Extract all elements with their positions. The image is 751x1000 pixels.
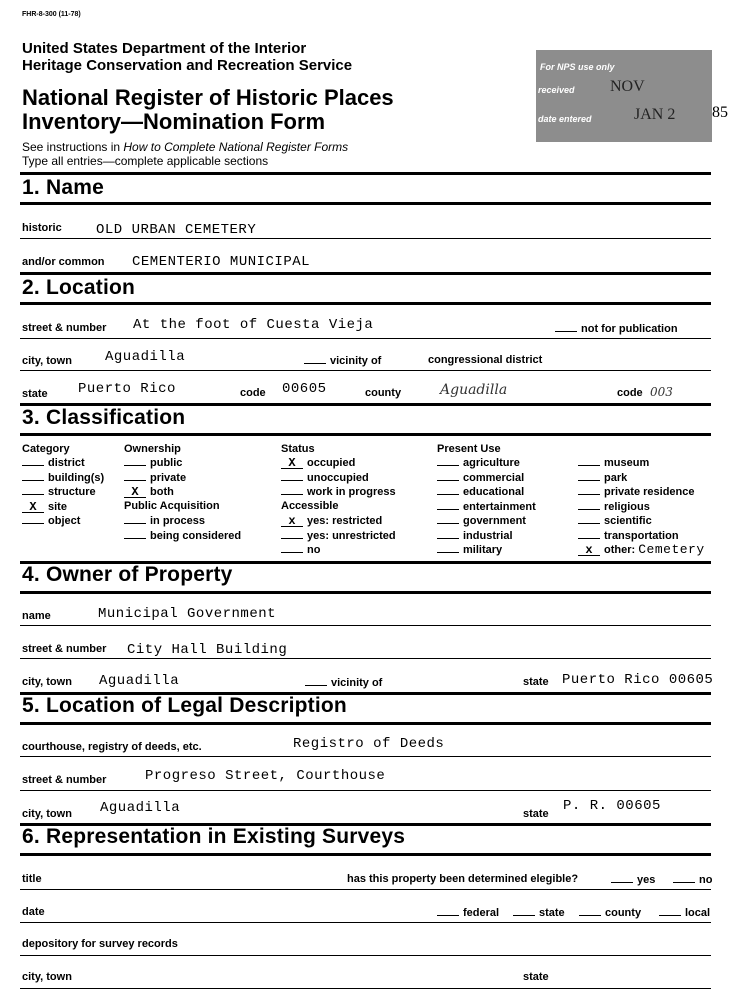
historic-field[interactable]: OLD URBAN CEMETERY xyxy=(96,222,257,238)
use-park[interactable] xyxy=(578,471,705,486)
checkbox-blank: X xyxy=(124,488,146,498)
use-transportation[interactable] xyxy=(578,529,705,544)
rule xyxy=(20,370,711,371)
courthouse-label: courthouse, registry of deeds, etc. xyxy=(22,741,202,753)
option-label: in process xyxy=(150,515,206,527)
option-label: private xyxy=(150,471,187,484)
ownership-list xyxy=(124,456,186,500)
county-field[interactable]: Aguadilla xyxy=(440,382,508,398)
checkbox-blank: x xyxy=(281,517,303,527)
use-commercial[interactable] xyxy=(437,471,536,486)
checkbox-blank: X xyxy=(22,503,44,513)
option-label: religious xyxy=(604,500,650,513)
instructions-line-2: Type all entries—complete applicable sections xyxy=(22,154,269,168)
owner-street-label: street & number xyxy=(22,643,107,655)
status-occupied[interactable] xyxy=(281,456,396,471)
category-heading: Category xyxy=(22,443,70,455)
legal-city-label: city, town xyxy=(22,808,72,820)
blank-line xyxy=(437,906,459,916)
congressional-district-label: congressional district xyxy=(428,354,543,366)
ownership-heading: Ownership xyxy=(124,443,181,455)
blank-line xyxy=(673,873,695,883)
checkbox-blank xyxy=(281,485,303,495)
state-field[interactable]: Puerto Rico xyxy=(78,381,176,397)
rule xyxy=(20,988,711,989)
use-government[interactable] xyxy=(437,514,536,529)
blank-line xyxy=(513,906,535,916)
stamp-entered-label: date entered xyxy=(538,114,592,124)
option-label: unoccupied xyxy=(307,471,369,484)
use-other[interactable] xyxy=(578,543,705,558)
instructions-line-1 xyxy=(22,140,348,154)
survey-state-label: state xyxy=(523,971,549,983)
checkbox-blank xyxy=(437,514,459,524)
option-label: agriculture xyxy=(463,457,520,469)
eligible-yes-option[interactable] xyxy=(611,873,655,886)
checkbox-blank xyxy=(578,529,600,539)
rule xyxy=(20,790,711,791)
option-label: district xyxy=(48,457,85,469)
rule xyxy=(20,272,711,275)
rule xyxy=(20,658,711,659)
use-agriculture[interactable] xyxy=(437,456,536,471)
present-use-list-1 xyxy=(437,456,536,558)
rule xyxy=(20,202,711,205)
survey-city-label: city, town xyxy=(22,971,72,983)
owner-state-label: state xyxy=(523,676,549,688)
checkbox-blank xyxy=(281,529,303,539)
nps-use-stamp xyxy=(536,50,712,142)
option-label: local xyxy=(685,907,711,919)
checkbox-blank xyxy=(578,485,600,495)
acquisition-being-considered[interactable] xyxy=(124,529,241,544)
county-code-label: code xyxy=(617,387,643,399)
use-museum[interactable] xyxy=(578,456,705,471)
survey-title-label: title xyxy=(22,873,42,885)
blank-line xyxy=(611,873,633,883)
survey-date-label: date xyxy=(22,906,45,918)
option-label: other: xyxy=(604,544,636,556)
county-code-field[interactable]: 003 xyxy=(650,385,673,399)
accessible-no[interactable] xyxy=(281,543,396,558)
category-buildings[interactable] xyxy=(22,471,104,486)
checkbox-blank xyxy=(22,514,44,524)
checkbox-blank xyxy=(578,500,600,510)
use-religious[interactable] xyxy=(578,500,705,515)
county-label: county xyxy=(365,387,402,399)
form-id: FHR-8-300 (11-78) xyxy=(22,11,81,18)
blank-line xyxy=(305,676,327,686)
accessible-heading: Accessible xyxy=(281,500,339,512)
checkbox-blank xyxy=(578,456,600,466)
rule xyxy=(20,756,711,757)
option-label: both xyxy=(150,486,174,498)
rule xyxy=(20,722,711,725)
blank-line xyxy=(304,354,326,364)
checkbox-blank xyxy=(124,471,146,481)
checkbox-blank xyxy=(124,514,146,524)
legal-street-label: street & number xyxy=(22,774,107,786)
option-label: military xyxy=(463,544,503,556)
stamp-entered-year: 85 xyxy=(712,104,728,121)
not-for-publication-option[interactable] xyxy=(555,322,678,335)
stamp-received-value: NOV xyxy=(610,78,645,95)
ownership-both[interactable] xyxy=(124,485,186,500)
other-use-field[interactable]: Cemetery xyxy=(638,542,705,557)
instructions-italic: How to Complete National Register Forms xyxy=(123,140,349,154)
status-work-in-progress[interactable] xyxy=(281,485,396,500)
rule xyxy=(20,433,711,436)
rule xyxy=(20,922,711,923)
checkbox-blank xyxy=(22,456,44,466)
checkbox-blank: x xyxy=(578,546,600,556)
checkbox-blank xyxy=(124,456,146,466)
rule xyxy=(20,955,711,956)
checkbox-blank xyxy=(281,543,303,553)
owner-vicinity-option[interactable] xyxy=(305,676,382,689)
option-label: state xyxy=(539,907,565,919)
checkbox-blank xyxy=(437,471,459,481)
section-5-heading: 5. Location of Legal Description xyxy=(22,694,347,717)
option-label: industrial xyxy=(463,529,513,542)
street-label: street & number xyxy=(22,322,107,334)
checkbox-blank xyxy=(437,485,459,495)
county-option[interactable] xyxy=(579,906,641,919)
owner-name-label: name xyxy=(22,610,51,622)
stamp-use-label: For NPS use only xyxy=(540,62,615,72)
legal-city-field[interactable]: Aguadilla xyxy=(100,800,181,816)
instructions-prefix: See instructions in xyxy=(22,140,124,154)
owner-name-field[interactable]: Municipal Government xyxy=(98,606,277,622)
courthouse-field[interactable]: Registro of Deeds xyxy=(293,736,445,752)
checkbox-blank xyxy=(437,543,459,553)
blank-line xyxy=(659,906,681,916)
rule xyxy=(20,889,711,890)
option-label: structure xyxy=(48,486,96,498)
option-label: transportation xyxy=(604,529,679,542)
present-use-list-2 xyxy=(578,456,705,558)
form-title-line-2: Inventory—Nomination Form xyxy=(22,109,326,134)
category-list xyxy=(22,456,104,529)
acquisition-list xyxy=(124,514,241,543)
accessible-unrestricted[interactable] xyxy=(281,529,396,544)
legal-state-field[interactable]: P. R. 00605 xyxy=(563,798,661,814)
rule xyxy=(20,591,711,594)
use-educational[interactable] xyxy=(437,485,536,500)
option-label: public xyxy=(150,457,183,469)
ownership-private[interactable] xyxy=(124,471,186,486)
option-label: park xyxy=(604,471,628,484)
option-label: building(s) xyxy=(48,471,105,484)
rule xyxy=(20,172,711,175)
checkbox-blank xyxy=(437,529,459,539)
use-industrial[interactable] xyxy=(437,529,536,544)
owner-city-field[interactable]: Aguadilla xyxy=(99,673,180,689)
rule xyxy=(20,853,711,856)
agency-line-2: Heritage Conservation and Recreation Service xyxy=(22,57,353,74)
blank-line xyxy=(579,906,601,916)
option-label: commercial xyxy=(463,471,525,484)
legal-street-field[interactable]: Progreso Street, Courthouse xyxy=(145,768,386,784)
checkbox-blank: X xyxy=(281,459,303,469)
acquisition-in-process[interactable] xyxy=(124,514,241,529)
use-scientific[interactable] xyxy=(578,514,705,529)
section-6-heading: 6. Representation in Existing Surveys xyxy=(22,825,406,848)
code-field[interactable]: 00605 xyxy=(282,381,327,397)
state-option[interactable] xyxy=(513,906,565,919)
option-label: educational xyxy=(463,486,525,498)
option-label: yes xyxy=(637,874,656,886)
owner-city-label: city, town xyxy=(22,676,72,688)
owner-street-field[interactable]: City Hall Building xyxy=(127,642,288,658)
checkbox-blank xyxy=(281,471,303,481)
use-private-residence[interactable] xyxy=(578,485,705,500)
vicinity-option[interactable] xyxy=(304,354,381,367)
form-title-line-1: National Register of Historic Places xyxy=(22,85,394,110)
checkbox-blank xyxy=(437,456,459,466)
public-acquisition-heading: Public Acquisition xyxy=(124,500,220,512)
rule xyxy=(20,338,711,339)
local-option[interactable] xyxy=(659,906,710,919)
depository-label: depository for survey records xyxy=(22,938,178,950)
checkbox-blank xyxy=(124,529,146,539)
option-label: no xyxy=(307,544,321,556)
state-label: state xyxy=(22,388,48,400)
option-label: site xyxy=(48,500,67,513)
category-object[interactable] xyxy=(22,514,104,529)
rule xyxy=(20,302,711,305)
common-name-field[interactable]: CEMENTERIO MUNICIPAL xyxy=(132,254,311,270)
eligible-no-option[interactable] xyxy=(673,873,712,886)
stamp-entered-value: JAN 2 xyxy=(634,106,676,123)
category-site[interactable] xyxy=(22,500,104,515)
present-use-heading: Present Use xyxy=(437,443,501,455)
accessible-restricted[interactable] xyxy=(281,514,396,529)
option-label: museum xyxy=(604,457,650,469)
option-label: government xyxy=(463,515,526,527)
use-entertainment[interactable] xyxy=(437,500,536,515)
checkbox-blank xyxy=(22,485,44,495)
accessible-list xyxy=(281,514,396,558)
checkbox-blank xyxy=(22,471,44,481)
historic-label: historic xyxy=(22,222,62,234)
section-3-heading: 3. Classification xyxy=(22,406,186,429)
checkbox-blank xyxy=(437,500,459,510)
option-label: occupied xyxy=(307,457,356,469)
code-label: code xyxy=(240,387,266,399)
stamp-received-label: received xyxy=(538,85,575,95)
section-4-heading: 4. Owner of Property xyxy=(22,563,233,586)
eligible-label: has this property been determined elegible? xyxy=(347,873,579,885)
agency-line-1: United States Department of the Interior xyxy=(22,40,307,57)
option-label: no xyxy=(699,874,713,886)
street-field[interactable]: At the foot of Cuesta Vieja xyxy=(133,317,374,333)
option-label: work in progress xyxy=(307,486,396,498)
vicinity-label: vicinity of xyxy=(330,355,382,367)
option-label: scientific xyxy=(604,515,652,527)
blank-line xyxy=(555,322,577,332)
city-field[interactable]: Aguadilla xyxy=(105,349,186,365)
section-2-heading: 2. Location xyxy=(22,276,136,299)
option-label: being considered xyxy=(150,529,242,542)
federal-option[interactable] xyxy=(437,906,499,919)
option-label: federal xyxy=(463,907,500,919)
category-district[interactable] xyxy=(22,456,104,471)
section-1-heading: 1. Name xyxy=(22,176,104,199)
ownership-public[interactable] xyxy=(124,456,186,471)
use-military[interactable] xyxy=(437,543,536,558)
rule xyxy=(20,238,711,239)
option-label: private residence xyxy=(604,486,695,498)
city-label: city, town xyxy=(22,355,72,367)
owner-state-field[interactable]: Puerto Rico 00605 xyxy=(562,672,714,688)
status-unoccupied[interactable] xyxy=(281,471,396,486)
not-for-publication-label: not for publication xyxy=(581,323,678,335)
option-label: object xyxy=(48,515,81,527)
status-heading: Status xyxy=(281,443,315,455)
option-label: yes: restricted xyxy=(307,515,383,527)
vicinity-label: vicinity of xyxy=(331,677,383,689)
common-name-label: and/or common xyxy=(22,256,105,268)
status-list xyxy=(281,456,396,500)
rule xyxy=(20,625,711,626)
checkbox-blank xyxy=(578,471,600,481)
category-structure[interactable] xyxy=(22,485,104,500)
option-label: yes: unrestricted xyxy=(307,529,396,542)
option-label: county xyxy=(605,907,642,919)
option-label: entertainment xyxy=(463,500,536,513)
legal-state-label: state xyxy=(523,808,549,820)
checkbox-blank xyxy=(578,514,600,524)
